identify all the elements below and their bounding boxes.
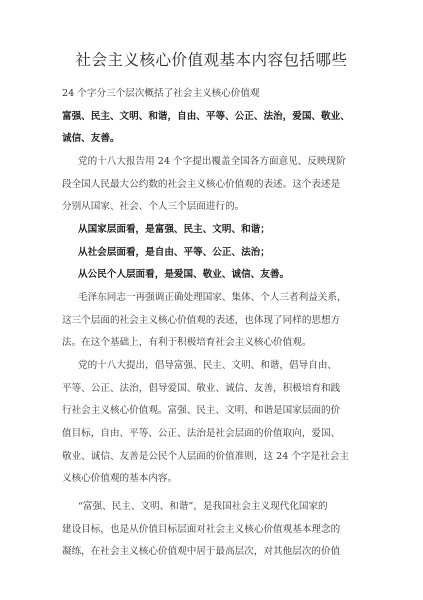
paragraph-line: 建设目标，也是从价值目标层面对社会主义核心价值观基本理念的: [62, 524, 341, 535]
values-line: 富强、民主、文明、和谐，自由、平等、公正、法治，爱国、敬业、: [62, 111, 350, 122]
paragraph-line: 凝练，在社会主义核心价值观中居于最高层次，对其他层次的价值: [62, 546, 341, 557]
paragraph-line: 法。在这个基础上，有利于积极培育社会主义核心价值观。: [62, 337, 312, 348]
paragraph-line: 分别从国家、社会、个人三个层面进行的。: [62, 201, 245, 212]
paragraph-line: 行社会主义核心价值观。富强、民主、文明、和谐是国家层面的价: [62, 405, 341, 416]
paragraph-line: 党的十八大报告用 24 个字提出覆盖全国各方面意见、反映现阶: [78, 156, 346, 167]
level-line-social: 从社会层面看，是自由、平等、公正、法治；: [78, 247, 270, 258]
paragraph-line: 党的十八大提出，倡导富强、民主、文明、和谐，倡导自由、: [78, 360, 338, 371]
paragraph-line: “富强、民主、文明、和谐”，是我国社会主义现代化国家的: [78, 501, 328, 512]
level-line-individual: 从公民个人层面看，是爱国、敬业、诚信、友善。: [78, 269, 290, 280]
intro-line: 24 个字分三个层次概括了社会主义核心价值观: [62, 88, 260, 99]
level-line-national: 从国家层面看，是富强、民主、文明、和谐；: [78, 224, 270, 235]
values-line: 诚信、友善。: [62, 133, 120, 144]
paragraph-line: 敬业、诚信、友善是公民个人层面的价值准则，这 24 个字是社会主: [62, 451, 349, 462]
paragraph-line: 段全国人民最大公约数的社会主义核心价值观的表述。这个表述是: [62, 179, 341, 190]
paragraph-line: 这三个层面的社会主义核心价值观的表述，也体现了同样的思想方: [62, 315, 341, 326]
paragraph-line: 值目标，自由、平等、公正、法治是社会层面的价值取向，爱国、: [62, 428, 341, 439]
page-title: 社会主义核心价值观基本内容包括哪些: [75, 51, 348, 69]
paragraph-line: 义核心价值观的基本内容。: [62, 473, 178, 484]
paragraph-line: 毛泽东同志一再强调正确处理国家、集体、个人三者利益关系，: [78, 292, 347, 303]
paragraph-line: 平等、公正、法治，倡导爱国、敬业、诚信、友善，积极培育和践: [62, 383, 341, 394]
